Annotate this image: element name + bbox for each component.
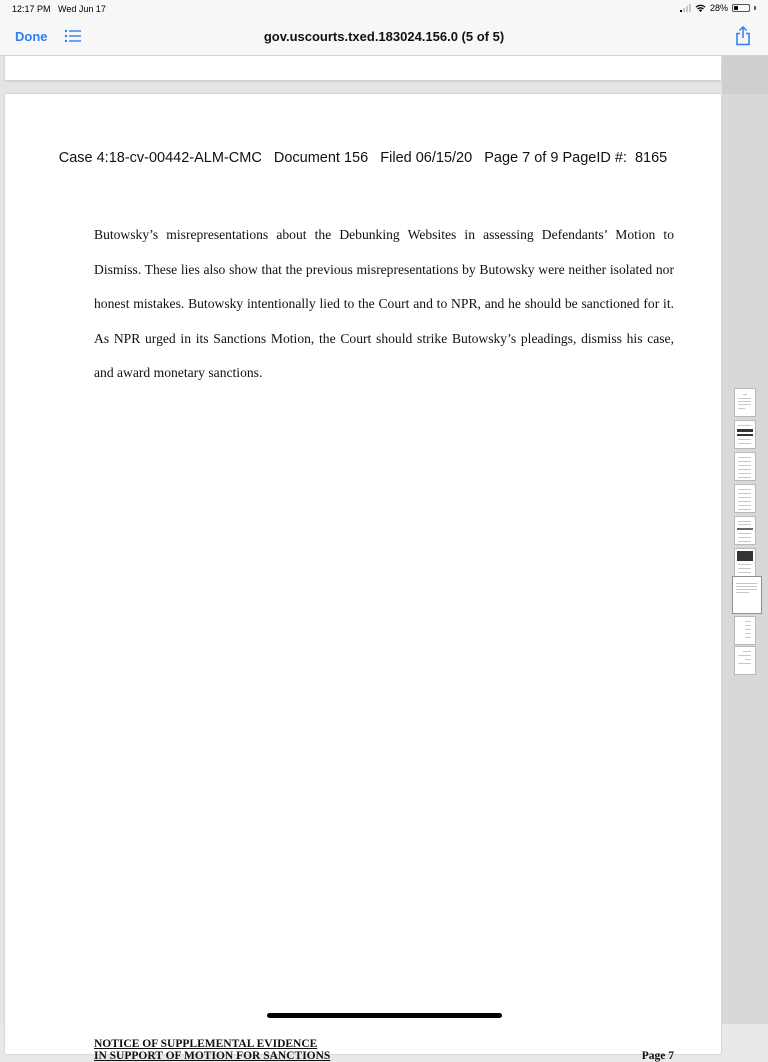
share-icon[interactable] [734,26,752,46]
body-paragraph: Butowsky’s misrepresentations about the Debunking Websites in assessing Defendants’ Motion to Dismiss. These lies also show that the previous misrepresentations by Butowsky were neither isolated nor honest mistakes. Butowsky intentionally lied to the Court and to NPR, and he should be sanctioned for it. As NPR urged in its Sanctions Motion, the Court should strike Butowsky’s pleadings, dismiss his case, and award monetary sanctions. [94,227,674,380]
body-text [94,218,674,391]
footer-title-line2: IN SUPPORT OF MOTION FOR SANCTIONS [94,1050,331,1062]
page-footer [94,1038,674,1062]
sidebar-top [722,56,768,94]
previous-page [5,56,721,80]
battery-tip [754,6,756,10]
case-header: Case 4:18-cv-00442-ALM-CMC Document 156 Filed 06/15/20 Page 7 of 9 PageID #: 8165 [58,150,668,166]
page-thumbnail[interactable] [734,646,756,675]
status-time: 12:17 PM Wed Jun 17 [12,4,106,14]
page-thumbnail-current[interactable] [732,576,762,614]
document-title: gov.uscourts.txed.183024.156.0 (5 of 5) [263,29,505,44]
home-indicator[interactable] [267,1013,502,1018]
footer-title-line1: NOTICE OF SUPPLEMENTAL EVIDENCE [94,1038,318,1050]
footer-page-number: Page 7 [641,1050,674,1062]
nav-bar [0,18,768,56]
page-thumbnail[interactable] [734,452,756,481]
page-thumbnail[interactable] [734,388,756,417]
page-thumbnail[interactable] [734,516,756,545]
pdf-page [5,94,721,1062]
cellular-signal-icon [680,4,691,12]
battery-icon [732,4,750,12]
done-button[interactable]: Done [15,29,48,44]
document-viewer[interactable] [0,56,722,1062]
thumbnail-sidebar[interactable] [722,56,768,1024]
page-thumbnail[interactable] [734,484,756,513]
page-thumbnail[interactable] [734,616,756,645]
page-thumbnail[interactable] [734,548,756,577]
status-bar [0,0,768,18]
battery-percent: 28% [709,3,728,13]
page-thumbnail[interactable] [734,420,756,449]
status-indicators [680,3,756,13]
wifi-icon [695,4,706,12]
